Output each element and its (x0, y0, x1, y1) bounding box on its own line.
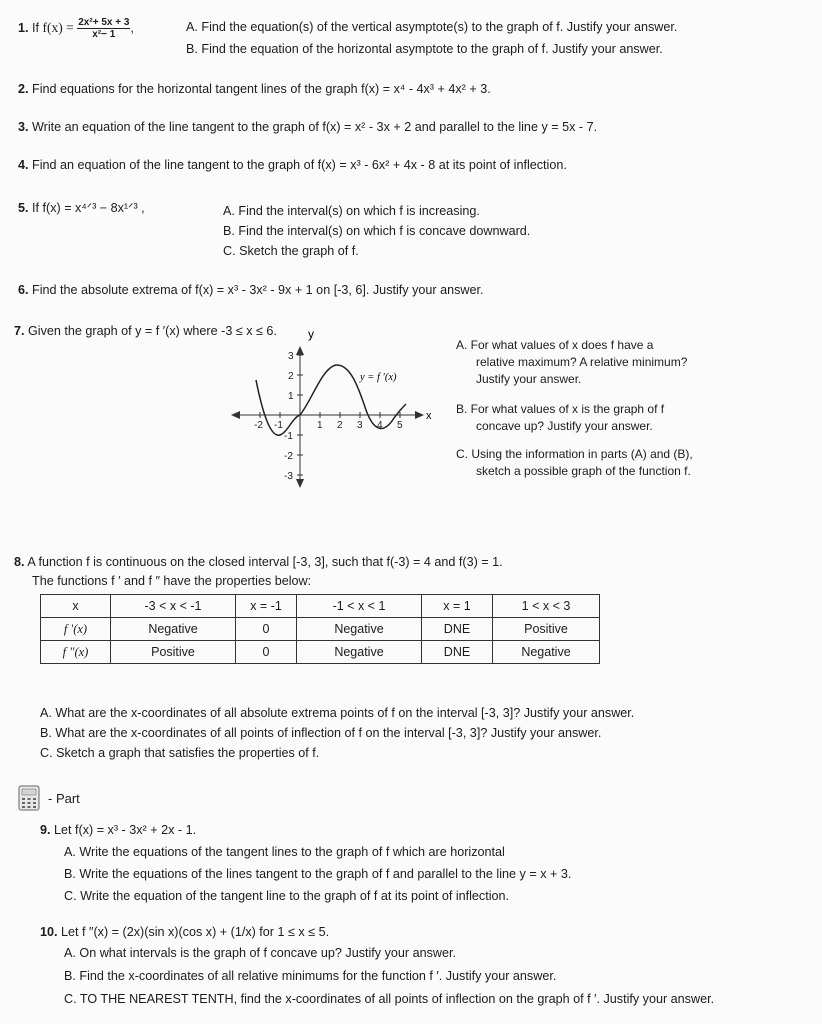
question-number: 9. (40, 823, 51, 837)
y-axis-arrow-down (296, 479, 304, 488)
q1-numerator: 2x²+ 5x + 3 (78, 17, 130, 28)
y-tick-label: 3 (288, 351, 294, 362)
x-axis-arrow-right (415, 411, 424, 419)
table-row (41, 641, 600, 664)
y-axis-arrow-up (296, 346, 304, 355)
table-cell: Negative (111, 618, 236, 641)
x-tick-label: 1 (317, 420, 323, 431)
table-cell: 0 (236, 618, 297, 641)
q4-text: Find an equation of the line tangent to the graph of f(x) = x³ - 6x² + 4x - 8 at its point of inflection. (32, 158, 567, 172)
part-label: - Part (48, 791, 80, 806)
table-header-cell: 1 < x < 3 (493, 595, 600, 618)
table-cell: Negative (297, 618, 422, 641)
question-number: 10. (40, 925, 58, 939)
q10-part-a: A. On what intervals is the graph of f concave up? Justify your answer. (64, 946, 457, 960)
q1-function: f(x) = (42, 19, 74, 35)
y-tick-label: 2 (288, 371, 294, 382)
q7-part-c-line1: C. Using the information in parts (A) and (B), (456, 447, 693, 461)
table-header-cell: -1 < x < 1 (297, 595, 422, 618)
q10-part-b: B. Find the x-coordinates of all relative minimums for the function f ′. Justify your answer. (64, 969, 557, 983)
q7-part-c-line2: sketch a possible graph of the function f. (476, 464, 691, 478)
table-header-cell: x = 1 (422, 595, 493, 618)
q5-text: If f(x) = x⁴ᐟ³ − 8x¹ᐟ³ , (32, 201, 145, 215)
q2-text: Find equations for the horizontal tangent lines of the graph f(x) = x⁴ - 4x³ + 4x² + 3. (32, 82, 491, 96)
q9-part-c: C. Write the equation of the tangent line to the graph of f at its point of inflection. (64, 889, 510, 903)
q7-part-a-line3: Justify your answer. (476, 372, 582, 386)
q3-text: Write an equation of the line tangent to the graph of f(x) = x² - 3x + 2 and parallel to the line y = 5x - 7. (32, 120, 598, 134)
derivative-graph (228, 328, 438, 498)
q1-comma: , (130, 20, 134, 35)
q1-prompt (18, 17, 134, 40)
table-cell: Positive (493, 618, 600, 641)
q1-fraction (77, 17, 130, 40)
q5 (18, 200, 145, 216)
question-number: 2. (18, 82, 29, 96)
x-axis-label: x (426, 410, 432, 422)
q2 (18, 81, 491, 97)
table-cell: Negative (297, 641, 422, 664)
table-row (41, 618, 600, 641)
q6-text: Find the absolute extrema of f(x) = x³ - 3x² - 9x + 1 on [-3, 6]. Justify your answer. (32, 283, 484, 297)
q8-part-b: B. What are the x-coordinates of all points of inflection of f on the interval [-3, 3]? Justify your answer. (40, 726, 602, 740)
q10-text: Let f ″(x) = (2x)(sin x)(cos x) + (1/x) for 1 ≤ x ≤ 5. (61, 925, 330, 939)
x-tick-label: 3 (357, 420, 363, 431)
q8-part-c: C. Sketch a graph that satisfies the properties of f. (40, 746, 320, 760)
y-axis-label: y (308, 328, 314, 341)
question-number: 4. (18, 158, 29, 172)
properties-table (40, 594, 600, 664)
curve-label: y = f ′(x) (360, 372, 397, 383)
q7-part-a-line2: relative maximum? A relative minimum? (476, 355, 688, 369)
q8-part-a: A. What are the x-coordinates of all absolute extrema points of f on the interval [-3, 3]? Justify your answer. (40, 706, 635, 720)
question-number: 8. (14, 555, 25, 569)
q9-part-b: B. Write the equations of the lines tangent to the graph of f and parallel to the line y = x + 3. (64, 867, 572, 881)
question-number: 7. (14, 324, 25, 338)
q7-part-b-line2: concave up? Justify your answer. (476, 419, 653, 433)
calculator-icon (18, 785, 40, 811)
q3 (18, 119, 597, 135)
table-cell: Positive (111, 641, 236, 664)
q9 (40, 822, 196, 838)
q9-text: Let f(x) = x³ - 3x² + 2x - 1. (54, 823, 197, 837)
table-header-cell: x (41, 595, 111, 618)
q7-text: Given the graph of y = f ′(x) where -3 ≤ x ≤ 6. (28, 324, 277, 338)
x-tick-label: 2 (337, 420, 343, 431)
x-tick-label: -2 (254, 420, 263, 431)
table-cell: 0 (236, 641, 297, 664)
table-header-cell: -3 < x < -1 (111, 595, 236, 618)
table-cell: Negative (493, 641, 600, 664)
y-tick-label: -3 (284, 471, 293, 482)
q1-part-b: B. Find the equation of the horizontal asymptote to the graph of f. Justify your answer. (186, 42, 663, 56)
q8-line1 (14, 554, 503, 570)
question-number: 1. (18, 20, 29, 35)
y-tick-label: -2 (284, 451, 293, 462)
q5-part-c: C. Sketch the graph of f. (223, 244, 359, 258)
q7-part-b-line1: B. For what values of x is the graph of f (456, 402, 665, 416)
y-tick-label: 1 (288, 391, 294, 402)
table-header-row (41, 595, 600, 618)
q8-text: A function f is continuous on the closed interval [-3, 3], such that f(-3) = 4 and f(3) = 1. (27, 555, 503, 569)
q1-part-a: A. Find the equation(s) of the vertical asymptote(s) to the graph of f. Justify your answer. (186, 20, 678, 34)
q1-prefix: If (32, 20, 40, 35)
q7-part-a-line1: A. For what values of x does f have a (456, 338, 654, 352)
q5-part-a: A. Find the interval(s) on which f is increasing. (223, 204, 480, 218)
table-header-cell: x = -1 (236, 595, 297, 618)
q1-denominator: x²− 1 (92, 29, 116, 40)
q6 (18, 282, 483, 298)
x-axis-arrow-left (231, 411, 240, 419)
q10 (40, 924, 329, 940)
y-tick-label: -1 (284, 431, 293, 442)
table-cell: DNE (422, 618, 493, 641)
question-number: 6. (18, 283, 29, 297)
x-tick-label: 4 (377, 420, 383, 431)
q4 (18, 157, 567, 173)
table-cell: f ′(x) (41, 618, 111, 641)
q9-part-a: A. Write the equations of the tangent lines to the graph of f which are horizontal (64, 845, 505, 859)
q10-part-c: C. TO THE NEAREST TENTH, find the x-coordinates of all points of inflection on the graph of f ′. Justify your answer. (64, 992, 715, 1006)
question-number: 5. (18, 201, 29, 215)
q8-line2: The functions f ′ and f ″ have the properties below: (32, 574, 312, 588)
q5-part-b: B. Find the interval(s) on which f is concave downward. (223, 224, 531, 238)
table-cell: f ″(x) (41, 641, 111, 664)
x-tick-label: -1 (274, 420, 283, 431)
x-tick-label: 5 (397, 420, 403, 431)
table-cell: DNE (422, 641, 493, 664)
question-number: 3. (18, 120, 29, 134)
